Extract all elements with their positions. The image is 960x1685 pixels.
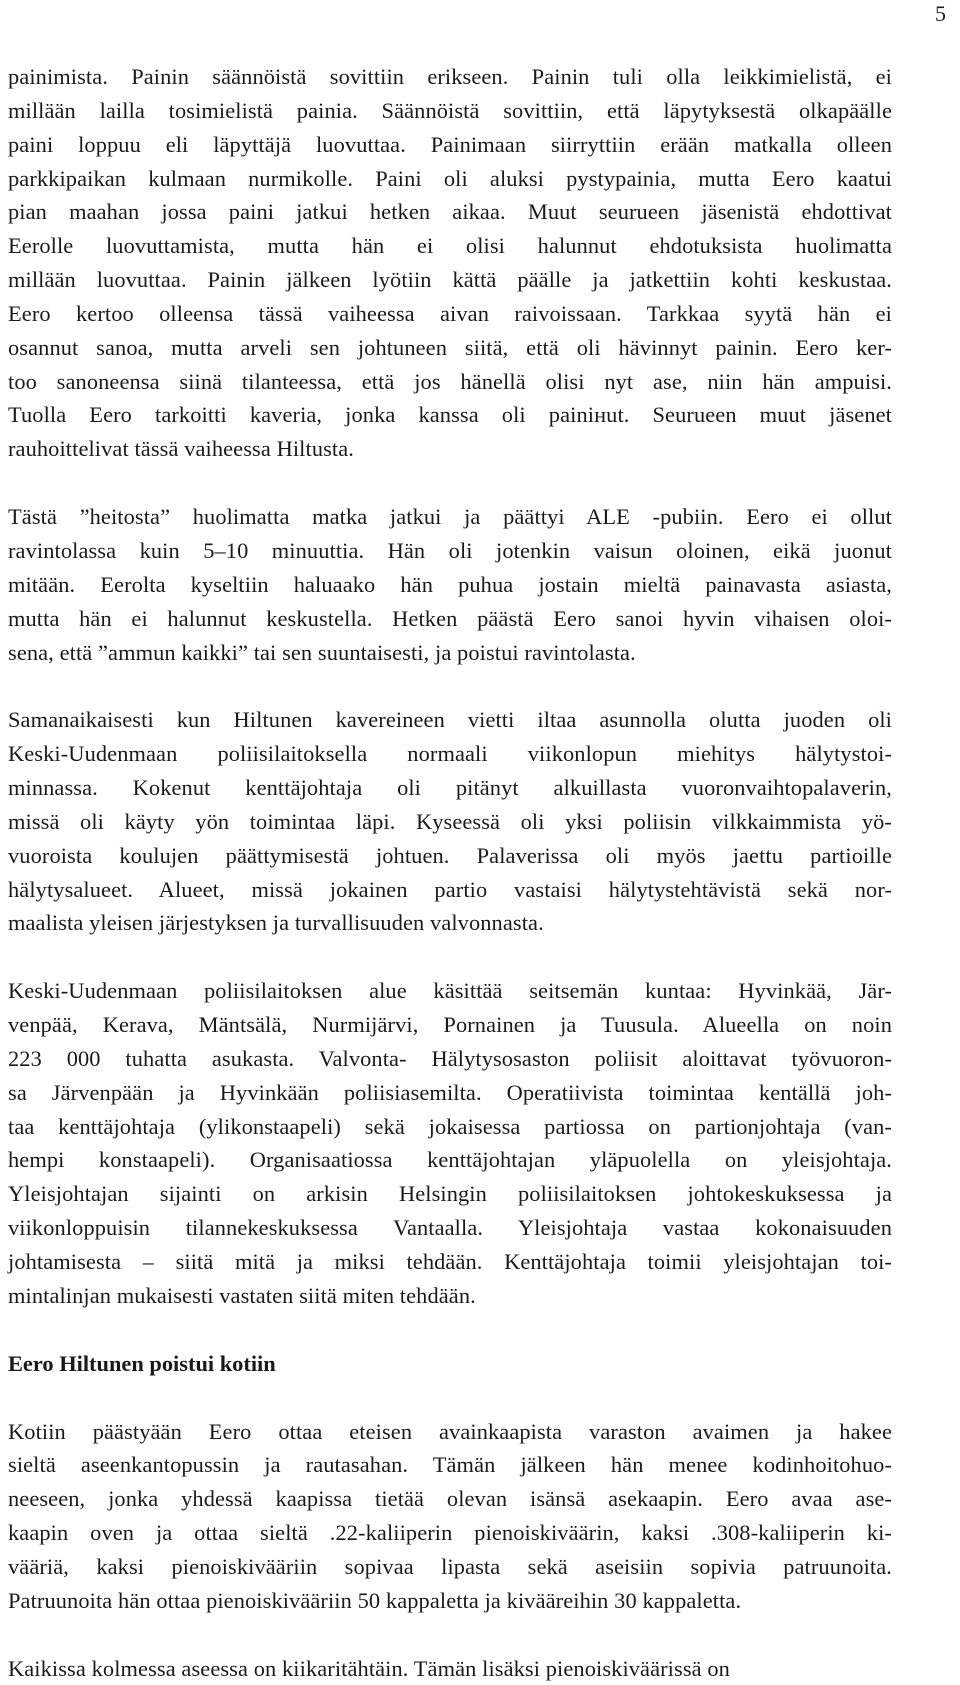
text-line: too sanoneensa siinä tilanteessa, että jos hänellä olisi nyt ase, niin hän ampuisi. xyxy=(8,368,892,394)
text-line: millään lailla tosimielistä painia. Säännöistä sovittiin, että läpytyksestä olkapäälle xyxy=(8,97,892,123)
text-line: Kaikissa kolmessa aseessa on kiikaritähtäin. Tämän lisäksi pienoiskiväärissä on xyxy=(8,1655,730,1681)
text-line: sa Järvenpään ja Hyvinkään poliisiasemilta. Operatiivista toimintaa kentällä joh- xyxy=(8,1079,892,1105)
text-line: parkkipaikan kulmaan nurmikolle. Paini oli aluksi pystypainia, mutta Eero kaatui xyxy=(8,165,892,191)
text-line: viikonloppuisin tilannekeskuksessa Vantaalla. Yleisjohtaja vastaa kokonaisuuden xyxy=(8,1215,892,1241)
text-line: Keski-Uudenmaan poliisilaitoksen alue käsittää seitsemän kuntaa: Hyvinkää, Jär- xyxy=(8,978,892,1004)
text-line: Eero kertoo olleensa tässä vaiheessa aivan raivoissaan. Tarkkaa syytä hän ei xyxy=(8,300,892,326)
text-line: sena, että ”ammun kaikki” tai sen suuntaisesti, ja poistui ravintolasta. xyxy=(8,639,636,665)
text-line: rauhoittelivat tässä vaiheessa Hiltusta. xyxy=(8,436,354,462)
text-line: hempi konstaapeli). Organisaatiossa kenttäjohtajan yläpuolella on yleisjohtaja. xyxy=(8,1147,892,1173)
paragraph-1 xyxy=(8,60,892,466)
text-line: mintalinjan mukaisesti vastaten siitä miten tehdään. xyxy=(8,1282,476,1308)
text-line: missä oli käyty yön toimintaa läpi. Kyseessä oli yksi poliisin vilkkaimmista yö- xyxy=(8,808,892,834)
text-line: mitään. Eerolta kyseltiin haluaako hän puhua jostain mieltä painavasta asiasta, xyxy=(8,571,892,597)
text-line: hälytysalueet. Alueet, missä jokainen partio vastaisi hälytystehtävistä sekä nor- xyxy=(8,876,892,902)
text-line: Kotiin päästyään Eero ottaa eteisen avainkaapista varaston avaimen ja hakee xyxy=(8,1418,892,1444)
text-line: ravintolassa kuin 5–10 minuuttia. Hän oli jotenkin vaisun oloinen, eikä juonut xyxy=(8,537,892,563)
text-line: Tästä ”heitosta” huolimatta matka jatkui ja päättyi ALE -pubiin. Eero ei ollut xyxy=(8,504,892,530)
text-line: millään luovuttaa. Painin jälkeen lyötiin kättä päälle ja jatkettiin kohti keskustaa. xyxy=(8,267,892,293)
text-line: venpää, Kerava, Mäntsälä, Nurmijärvi, Pornainen ja Tuusula. Alueella on noin xyxy=(8,1012,892,1038)
text-line: Yleisjohtajan sijainti on arkisin Helsingin poliisilaitoksen johtokeskuksessa ja xyxy=(8,1181,892,1207)
text-line: sieltä aseenkantopussin ja rautasahan. Tämän jälkeen hän menee kodinhoitohuo- xyxy=(8,1452,892,1478)
text-line: osannut sanoa, mutta arveli sen johtuneen siitä, että oli hävinnyt painin. Eero ker- xyxy=(8,334,892,360)
text-line: kaapin oven ja ottaa sieltä .22-kaliiperin pienoiskiväärin, kaksi .308-kaliiperin ki- xyxy=(8,1520,892,1546)
paragraph-6 xyxy=(8,1652,892,1685)
paragraph-4 xyxy=(8,974,892,1312)
page-number: 5 xyxy=(935,1,946,26)
text-line: vääriä, kaksi pienoiskivääriin sopivaa lipasta sekä aseisiin sopivia patruunoita. xyxy=(8,1553,892,1579)
section-heading: Eero Hiltunen poistui kotiin xyxy=(8,1350,276,1376)
document-body xyxy=(8,60,892,1685)
paragraph-3 xyxy=(8,703,892,940)
text-line: painimista. Painin säännöistä sovittiin erikseen. Painin tuli olla leikkimielistä, ei xyxy=(8,64,892,89)
text-line: Samanaikaisesti kun Hiltunen kavereineen vietti iltaa asunnolla olutta juoden oli xyxy=(8,707,892,733)
text-line: paini loppuu eli läpyttäjä luovuttaa. Painimaan siirryttiin erään matkalla olleen xyxy=(8,131,892,157)
paragraph-5 xyxy=(8,1415,892,1618)
text-line: Keski-Uudenmaan poliisilaitoksella normaali viikonlopun miehitys hälytystoi- xyxy=(8,741,892,767)
text-line: 223 000 tuhatta asukasta. Valvonta- Hälytysosaston poliisit aloittavat työvuoron- xyxy=(8,1045,892,1071)
text-line: minnassa. Kokenut kenttäjohtaja oli pitänyt alkuillasta vuoronvaihtopalaverin, xyxy=(8,775,892,801)
text-line: taa kenttäjohtaja (ylikonstaapeli) sekä jokaisessa partiossa on partionjohtaja (van- xyxy=(8,1113,892,1139)
text-line: mutta hän ei halunnut keskustella. Hetken päästä Eero sanoi hyvin vihaisen oloi- xyxy=(8,605,892,631)
paragraph-2 xyxy=(8,500,892,669)
text-line: johtamisesta – siitä mitä ja miksi tehdään. Kenttäjohtaja toimii yleisjohtajan toi- xyxy=(8,1249,892,1274)
text-line: maalista yleisen järjestyksen ja turvallisuuden valvonnasta. xyxy=(8,910,544,936)
text-line: vuoroista koulujen päättymisestä johtuen. Palaverissa oli myös jaettu partioille xyxy=(8,842,892,868)
text-line: neeseen, jonka yhdessä kaapissa tietää olevan isänsä asekaapin. Eero avaa ase- xyxy=(8,1486,892,1512)
text-line: Patruunoita hän ottaa pienoiskivääriin 50 kappaletta ja kivääreihin 30 kappaletta. xyxy=(8,1587,742,1613)
text-line: pian maahan jossa paini jatkui hetken aikaa. Muut seurueen jäsenistä ehdottivat xyxy=(8,199,892,225)
text-line: Tuolla Eero tarkoitti kaveria, jonka kanssa oli painінut. Seurueen muut jäsenet xyxy=(8,402,892,428)
text-line: Eerolle luovuttamista, mutta hän ei olisi halunnut ehdotuksista huolimatta xyxy=(8,233,892,259)
